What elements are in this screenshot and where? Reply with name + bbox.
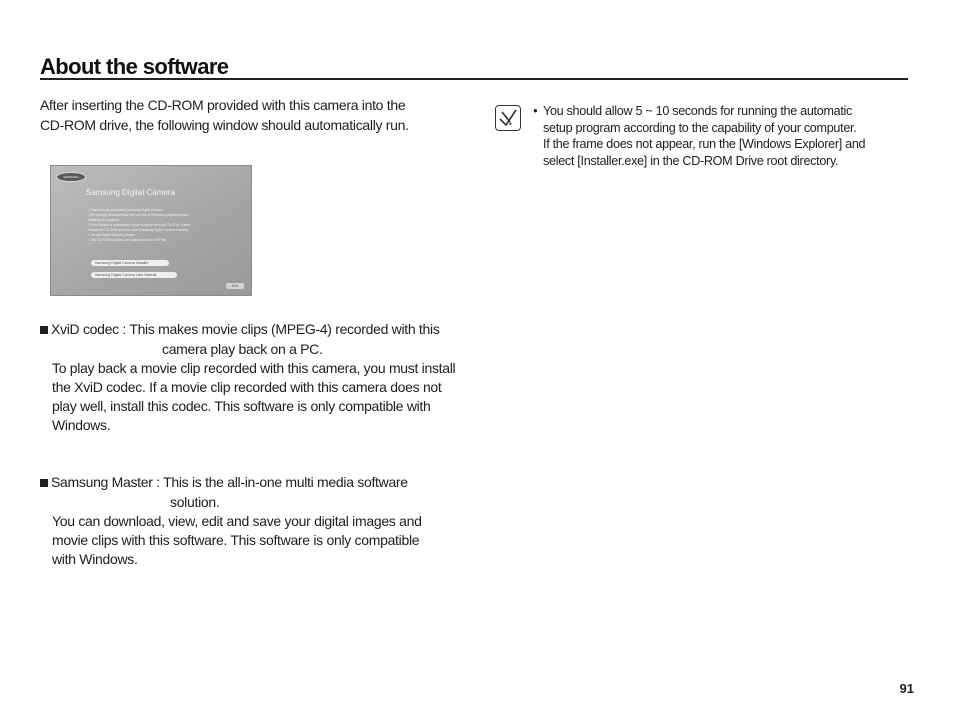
samsung-master-section bbox=[40, 472, 472, 569]
master-description-line: with Windows. bbox=[52, 551, 138, 567]
square-bullet-icon bbox=[40, 326, 48, 334]
intro-line: After inserting the CD-ROM provided with this camera into the bbox=[40, 97, 406, 113]
master-description-line: You can download, view, edit and save your digital images and bbox=[52, 513, 422, 529]
xvid-description-line: To play back a movie clip recorded with this camera, you must install bbox=[52, 360, 456, 376]
xvid-description-line: Windows. bbox=[52, 417, 111, 433]
xvid-heading-text: XviD codec : This makes movie clips (MPEG-4) recorded with this bbox=[51, 321, 440, 337]
square-bullet-icon bbox=[40, 479, 48, 487]
installer-bullets bbox=[88, 208, 248, 243]
note-line: setup program according to the capability of your computer. bbox=[543, 120, 857, 135]
installer-button: Samsung Digital Camera Installer bbox=[91, 260, 169, 266]
xvid-heading-continued: camera play back on a PC. bbox=[162, 341, 323, 357]
page-title: About the software bbox=[40, 54, 229, 79]
xvid-description-line: play well, install this codec. This software is only compatible with bbox=[52, 398, 431, 414]
note-panel bbox=[533, 103, 913, 169]
installer-bullet: • If the Autorun is unavailable in your computer through CD-ROM, please bbox=[88, 223, 191, 227]
page-number: 91 bbox=[899, 681, 914, 696]
user-manual-button: Samsung Digital Camera User Manual bbox=[91, 272, 177, 278]
installer-bullet: • This CD-ROM includes User Manual which is PDF file. bbox=[88, 238, 167, 242]
exit-button: Exit bbox=[226, 283, 244, 289]
xvid-heading bbox=[40, 319, 472, 339]
master-description-line: movie clips with this software. This software is only compatible bbox=[52, 532, 420, 548]
installer-bullet: • It is strongly recommended that you exit all Windows programs before bbox=[88, 213, 189, 217]
installer-window-screenshot bbox=[50, 165, 252, 296]
intro-line: CD-ROM drive, the following window should automatically run. bbox=[40, 117, 409, 133]
note-line: select [Installer.exe] in the CD-ROM Drive root directory. bbox=[543, 153, 839, 168]
title-divider bbox=[40, 78, 908, 80]
samsung-logo: SAMSUNG bbox=[56, 172, 86, 182]
master-heading-text: Samsung Master : This is the all-in-one multi media software bbox=[51, 474, 408, 490]
installer-bullet: • Thank you for purchasing Samsung Digital Camera. bbox=[88, 208, 164, 212]
master-heading-continued: solution. bbox=[170, 494, 220, 510]
note-line: If the frame does not appear, run the [Windows Explorer] and bbox=[543, 137, 866, 151]
installer-bullet: browse the CD-ROM and then click [Samsung Digital Camera Installer]. bbox=[88, 228, 189, 232]
note-pencil-icon bbox=[495, 105, 521, 131]
xvid-description-line: the XviD codec. If a movie clip recorded with this camera does not bbox=[52, 379, 442, 395]
xvid-codec-section bbox=[40, 319, 472, 435]
installer-title: Samsung Digital Camera bbox=[86, 188, 175, 197]
note-line: ● You should allow 5 ~ 10 seconds for running the automatic bbox=[533, 103, 913, 120]
intro-paragraph bbox=[40, 95, 460, 135]
master-heading bbox=[40, 472, 472, 492]
installer-bullet: • You can install Samsung Master. bbox=[88, 233, 137, 237]
xvid-description bbox=[52, 359, 472, 435]
master-description bbox=[52, 512, 472, 569]
installer-bullet: installing the program. bbox=[88, 218, 120, 222]
